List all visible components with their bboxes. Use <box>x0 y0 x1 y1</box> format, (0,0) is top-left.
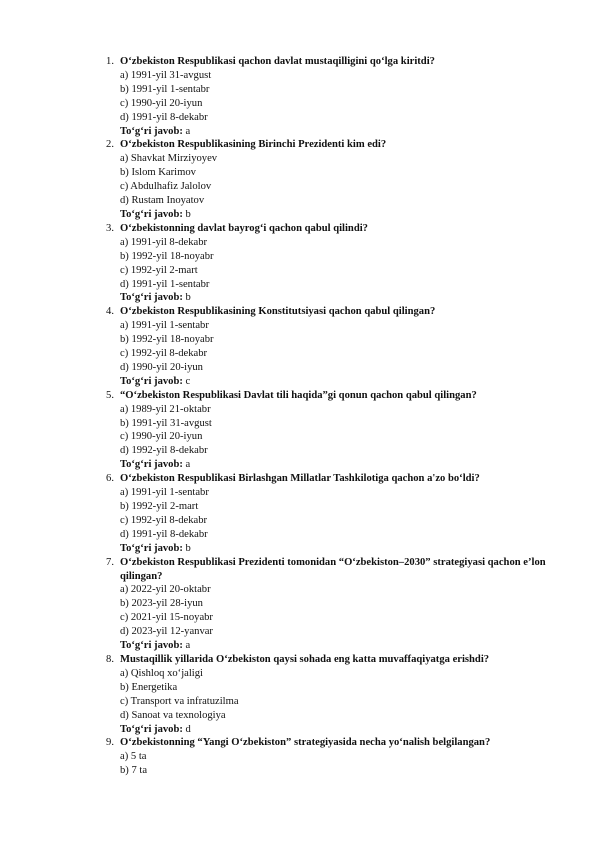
correct-answer <box>120 291 562 305</box>
question-text: O‘zbekiston Respublikasining Birinchi Prezidenti kim edi? <box>120 139 387 151</box>
option-a: a) 1989-yil 21-oktabr <box>120 403 211 415</box>
option-a: a) 1991-yil 8-dekabr <box>120 236 208 248</box>
answer-label: To‘g‘ri javob: <box>120 459 183 471</box>
option-d: d) 1990-yil 20-iyun <box>120 361 203 373</box>
question-number: 6. <box>106 473 114 485</box>
option-c: c) 1990-yil 20-iyun <box>120 431 203 443</box>
answer-label: To‘g‘ri javob: <box>120 292 183 304</box>
answer-value: c <box>185 375 191 387</box>
option-a: a) 5 ta <box>120 751 147 763</box>
question-number: 7. <box>106 556 114 568</box>
answer-value: b <box>185 542 191 554</box>
answer-value: a <box>185 459 191 471</box>
option-c: c) 2021-yil 15-noyabr <box>120 612 213 624</box>
question-number: 4. <box>106 306 114 318</box>
option-d: d) Sanoat va texnologiya <box>120 709 226 721</box>
question-text: “O‘zbekiston Respublikasi Davlat tili haqida”gi qonun qachon qabul qilingan? <box>120 389 477 401</box>
option-d: d) 1991-yil 1-sentabr <box>120 278 210 290</box>
answer-label: To‘g‘ri javob: <box>120 723 183 735</box>
question-5 <box>92 389 562 472</box>
correct-answer <box>120 125 562 139</box>
option-a: a) 1991-yil 31-avgust <box>120 69 212 81</box>
answer-label: To‘g‘ri javob: <box>120 375 183 387</box>
correct-answer <box>120 639 562 653</box>
option-b: b) Energetika <box>120 681 178 693</box>
question-3 <box>92 222 562 305</box>
option-b: b) 2023-yil 28-iyun <box>120 598 203 610</box>
option-b: b) Islom Karimov <box>120 167 196 179</box>
question-text: O‘zbekiston Respublikasi Prezidenti tomonidan “O‘zbekiston–2030” strategiyasi qachon e’lon qilingan? <box>120 556 546 582</box>
answer-value: d <box>185 723 191 735</box>
answer-value: b <box>185 292 191 304</box>
option-a: a) Shavkat Mirziyoyev <box>120 153 218 165</box>
option-d: d) 2023-yil 12-yanvar <box>120 626 213 638</box>
question-text: O‘zbekistonning davlat bayrog‘i qachon qabul qilindi? <box>120 222 368 234</box>
option-a: a) 1991-yil 1-sentabr <box>120 487 209 499</box>
option-c: c) Abdulhafiz Jalolov <box>120 181 212 193</box>
question-number: 3. <box>106 222 114 234</box>
option-a: a) 2022-yil 20-oktabr <box>120 584 211 596</box>
option-a: a) 1991-yil 1-sentabr <box>120 320 209 332</box>
question-4 <box>92 305 562 388</box>
option-c: c) Transport va infratuzilma <box>120 695 239 707</box>
question-text: O‘zbekiston Respublikasi Birlashgan Millatlar Tashkilotiga qachon a'zo bo‘ldi? <box>120 473 480 485</box>
question-number: 1. <box>106 56 114 67</box>
answer-value: a <box>185 125 191 137</box>
question-number: 2. <box>106 139 114 151</box>
option-d: d) Rustam Inoyatov <box>120 195 205 207</box>
correct-answer <box>120 458 562 472</box>
question-number: 5. <box>106 389 114 401</box>
option-d: d) 1991-yil 8-dekabr <box>120 528 208 540</box>
correct-answer <box>120 375 562 389</box>
option-c: c) 1992-yil 8-dekabr <box>120 348 208 360</box>
quiz-list <box>92 55 562 778</box>
answer-label: To‘g‘ri javob: <box>120 208 183 220</box>
correct-answer <box>120 542 562 556</box>
answer-value: b <box>185 208 191 220</box>
option-c: c) 1992-yil 2-mart <box>120 264 198 276</box>
answer-label: To‘g‘ri javob: <box>120 542 183 554</box>
answer-label: To‘g‘ri javob: <box>120 125 183 137</box>
option-b: b) 1991-yil 31-avgust <box>120 417 212 429</box>
option-d: d) 1991-yil 8-dekabr <box>120 111 208 123</box>
answer-label: To‘g‘ri javob: <box>120 640 183 652</box>
question-8 <box>92 653 562 736</box>
question-number: 9. <box>106 737 114 749</box>
correct-answer <box>120 723 562 737</box>
question-9 <box>92 736 562 778</box>
question-text: O‘zbekiston Respublikasi qachon davlat mustaqilligini qo‘lga kiritdi? <box>120 56 435 67</box>
option-b: b) 1992-yil 2-mart <box>120 501 199 512</box>
correct-answer <box>120 208 562 222</box>
option-b: b) 1992-yil 18-noyabr <box>120 334 214 346</box>
answer-value: a <box>185 640 191 652</box>
option-d: d) 1992-yil 8-dekabr <box>120 445 208 457</box>
question-text: Mustaqillik yillarida O‘zbekiston qaysi sohada eng katta muvaffaqiyatga erishdi? <box>120 653 490 665</box>
question-text: O‘zbekistonning “Yangi O‘zbekiston” strategiyasida necha yo‘nalish belgilangan? <box>120 737 491 749</box>
option-b: b) 7 ta <box>120 765 148 777</box>
question-number: 8. <box>106 653 114 665</box>
question-6 <box>92 472 562 555</box>
question-1 <box>92 55 562 138</box>
question-2 <box>92 138 562 221</box>
option-b: b) 1992-yil 18-noyabr <box>120 250 214 262</box>
option-a: a) Qishloq xo‘jaligi <box>120 667 203 679</box>
option-c: c) 1990-yil 20-iyun <box>120 97 203 109</box>
question-text: O‘zbekiston Respublikasining Konstitutsiyasi qachon qabul qilingan? <box>120 306 436 318</box>
question-7 <box>92 556 562 653</box>
option-c: c) 1992-yil 8-dekabr <box>120 514 208 526</box>
option-b: b) 1991-yil 1-sentabr <box>120 83 210 95</box>
